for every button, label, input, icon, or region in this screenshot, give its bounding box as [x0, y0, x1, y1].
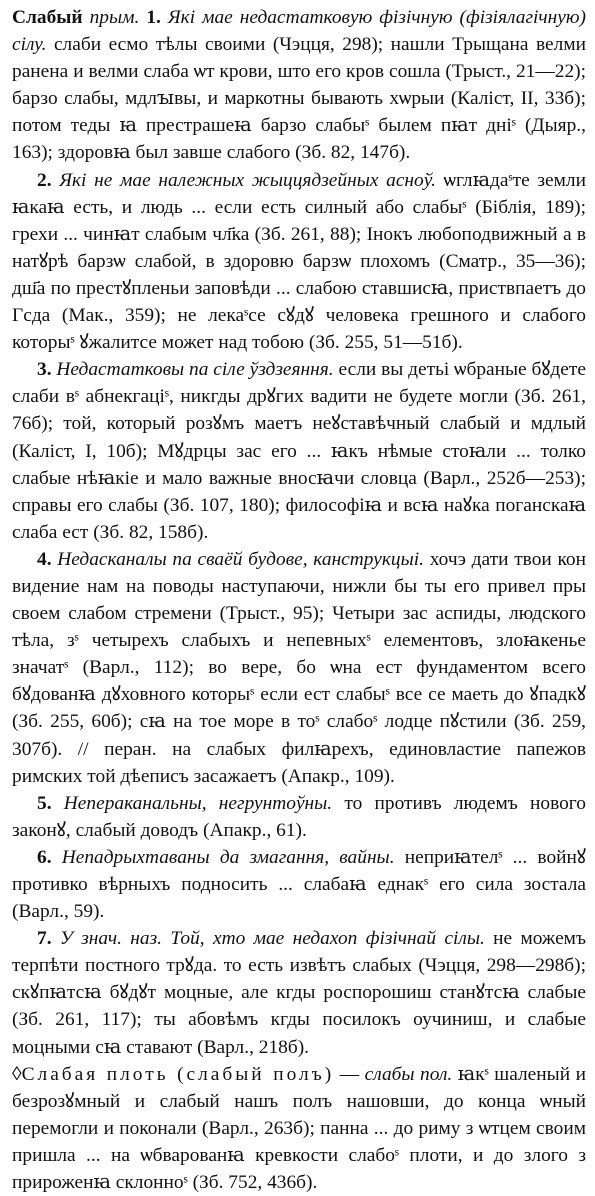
sense-citations-2: ѡглꙗдаˢте земли ꙗкаꙗ есть, и людь ... если есть силный або слабыˢ (Бiблiя, 189); грехи ... чинꙗт слабым чл҃ка (Зб. 261, 88); Iнокъ любоподвижный а в натꙋрѣ барзѡ слабой, в здоровю барзѡ плохомъ (Сматр., 35—36); дш҃а по престꙋпленьи заповѣди ... слабою ставшисꙗ, приствпаетъ до Гсда (Мак., 359); не лекаˢсе сꙋдꙋ человека грешного и слабого которыˢ ꙋжалитсе может над тобою (Зб. 255, 51—51б). — [12, 169, 586, 354]
entry-sense-5 — [12, 790, 586, 844]
sense-citations-3: если вы детьі ѡбраные бꙋдете слаби вˢ абнекгацiˢ, никгды дрꙋгих вадити не будете могли (Зб. 261, 76б); той, который розꙋмъ маетъ неꙋставѣчный слабый и мдлый (Калiст, I, 10б); Мꙋдрцы зас его ... ꙗкъ нѣмые стоꙗли ... толко слабые нѣꙗкiе и мало важные вносꙗчи словца (Варл., 252б—253); справы его слабы (Зб. 107, 180); философiꙗ и всꙗ наꙋка поганскаꙗ слаба ест (Зб. 82, 158б). — [12, 359, 586, 543]
sense-number-6: 6. — [37, 846, 52, 868]
sense-number-1: 1. — [146, 7, 161, 28]
sense-number-2: 2. — [37, 169, 52, 191]
entry-sense-2 — [12, 167, 586, 357]
sense-gloss-2: Які не мае належных жыццядзейных асноў. — [59, 169, 436, 191]
part-of-speech: прым. — [89, 7, 140, 28]
entry-sense-7 — [12, 925, 586, 1060]
sense-citations-7: не можемъ терпѣти постного трꙋда. то есть извѣтъ слабых (Чэцця, 298—298б); скꙋпꙗтсꙗ бꙋдꙋт моцные, але кгды роспорошиш станꙋтсꙗ слабые (Зб. 261, 117); ты абовѣмъ кгды посилокъ оучиниш, и слабые моцными сꙗ ставают (Варл., 218б). — [12, 928, 586, 1058]
sense-number-3: 3. — [37, 359, 52, 381]
sense-gloss-1: Які мае недастатковую фізічную (фізіялагічную) сілу. — [12, 7, 587, 56]
diamond-marker-icon: ◊ — [12, 1063, 22, 1085]
sense-citations-1: слаби есмо тѣлы своими (Чэцця, 298); нашли Трыщана велми ранена и велми слаба ѡт крови, што его кров сошла (Трыст., 21—22); барзо слабы, мдлꙑвы, и маркотны бывають хѡрыи (Калiст, II, 33б); потом теды ꙗ престрашеꙗ барзо слабыˢ былем пꙗт днiˢ (Дыяр., 163); здоровꙗ был завше слабого (Зб. 82, 147б). — [12, 34, 586, 164]
sense-gloss-4: Недасканалы па сваёй будове, канструкцыі. — [57, 548, 424, 570]
sense-gloss-5: Непераканальны, негрунтоўны. — [63, 792, 333, 814]
sense-number-5: 5. — [37, 792, 52, 814]
entry-sense-1 — [12, 4, 586, 167]
sense-citations-6: неприꙗтелˢ ... войнꙋ противко вѣрныхъ подносить ... слабаꙗ еднакˢ его сила зостала (Варл., 59). — [12, 846, 586, 923]
sense-citations-4: хочэ дати твои кон видение нам на поводы наступаючи, нижли бы ты его привел пры своем слабом стремени (Трыст., 95); Четыри зас аспиды, людского тѣла, зˢ четырехъ слабыхъ и непевныхˢ елементовъ, злоꙗкенье значатˢ (Варл., 112); во вере, бо ѡна ест фундаментом всего бꙋдованꙗ дꙋховного которыˢ если ест слабыˢ все се маеть до ꙋпадкꙋ (Зб. 255, 60б); сꙗ на тое море в тоˢ слабоˢ лодце пꙋстили (Зб. 259, 307б). // перан. на слабых филꙗрехъ, единовластие папежов римских той дѣеписъ засажаетъ (Апакр., 109). — [12, 548, 586, 787]
headword: Слабый — [12, 7, 83, 28]
sense-gloss-7: У знач. наз. Той, хто мае недахоп фізічнай сілы. — [59, 928, 485, 950]
phrase-dash: — — [339, 1063, 360, 1085]
sense-gloss-6: Непадрыхтаваны да змагання, вайны. — [61, 846, 395, 868]
sense-number-4: 4. — [37, 548, 52, 570]
sense-number-7: 7. — [37, 928, 52, 950]
sense-gloss-3: Недастатковы па сіле ўздзеяння. — [56, 359, 334, 381]
entry-sense-6 — [12, 844, 586, 925]
phrase-citations: ꙗкˢ шаленый и безрозꙋмный и слабый нашъ полъ нашовши, до конца ѡный перемогли и поконали (Варл., 263б); панна ... до риму з ѡтцем своим пришла ... на ѡбварованꙗ кревкости слабоˢ плоти, и до злого з прироженꙗ склонноˢ (Зб. 752, 436б). — [12, 1063, 586, 1194]
sense-citations-5: то противъ людемъ нового законꙋ, слабый доводъ (Апакр., 61). — [12, 792, 586, 841]
entry-sense-3 — [12, 356, 586, 546]
phrase-head: Слабая плоть (слабый полъ) — [21, 1063, 335, 1085]
entry-phrase — [12, 1061, 586, 1196]
entry-sense-4 — [12, 546, 586, 790]
phrase-gloss: слабы пол. — [364, 1063, 453, 1085]
